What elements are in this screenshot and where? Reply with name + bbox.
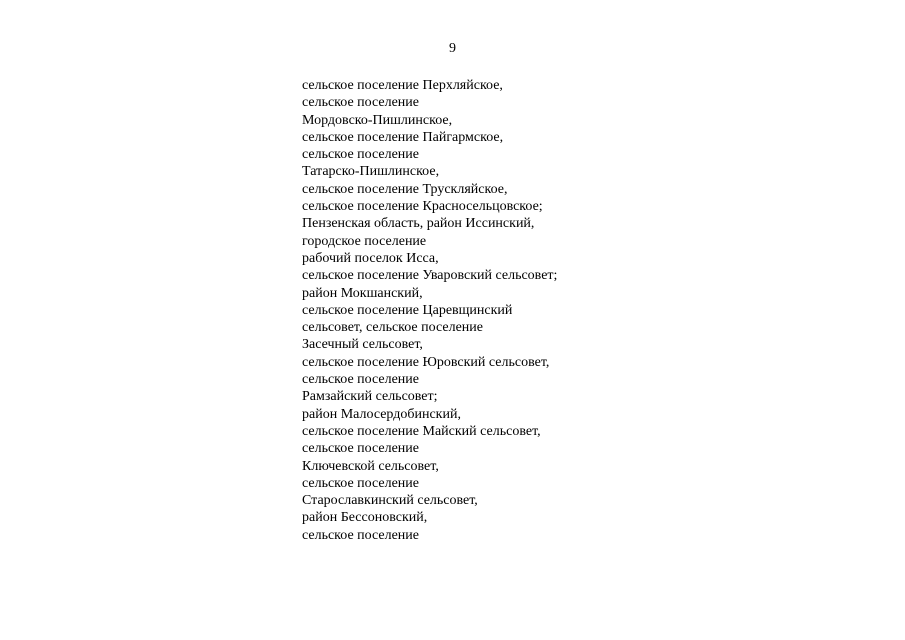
document-line: Ключевской сельсовет,	[302, 458, 439, 474]
document-line: Засечный сельсовет,	[302, 337, 423, 353]
document-line: сельское поселение Трускляйское,	[302, 181, 508, 197]
document-line: сельское поселение	[302, 475, 419, 491]
document-line: Рамзайский сельсовет;	[302, 389, 438, 405]
document-line: район Бессоновский,	[302, 510, 428, 526]
document-line: сельское поселение Майский сельсовет,	[302, 423, 541, 439]
document-line: сельское поселение	[302, 95, 419, 111]
document-text-block	[302, 77, 557, 544]
document-line: сельское поселение Царевщинский	[302, 302, 513, 318]
document-line: Старославкинский сельсовет,	[302, 493, 478, 509]
document-line: сельское поселение Юровский сельсовет,	[302, 354, 550, 370]
document-line: район Малосердобинский,	[302, 406, 461, 422]
document-line: район Мокшанский,	[302, 285, 423, 301]
document-line: сельское поселение	[302, 372, 419, 388]
document-line: сельское поселение Пайгармское,	[302, 129, 504, 145]
document-line: городское поселение	[302, 233, 427, 249]
document-line: сельское поселение	[302, 147, 419, 163]
document-line: сельское поселение Перхляйское,	[302, 78, 503, 93]
document-line: сельское поселение	[302, 441, 419, 457]
document-line: Пензенская область, район Иссинский,	[302, 216, 535, 232]
document-line: Татарско-Пишлинское,	[302, 164, 440, 180]
document-line: сельское поселение Красносельцовское;	[302, 199, 543, 215]
document-line: сельское поселение	[302, 527, 419, 543]
document-line: сельское поселение Уваровский сельсовет;	[302, 268, 558, 284]
page-number: 9	[449, 41, 456, 56]
document-line: сельсовет, сельское поселение	[302, 320, 483, 336]
document-line: рабочий поселок Исса,	[302, 250, 439, 266]
document-line: Мордовско-Пишлинское,	[302, 112, 453, 128]
